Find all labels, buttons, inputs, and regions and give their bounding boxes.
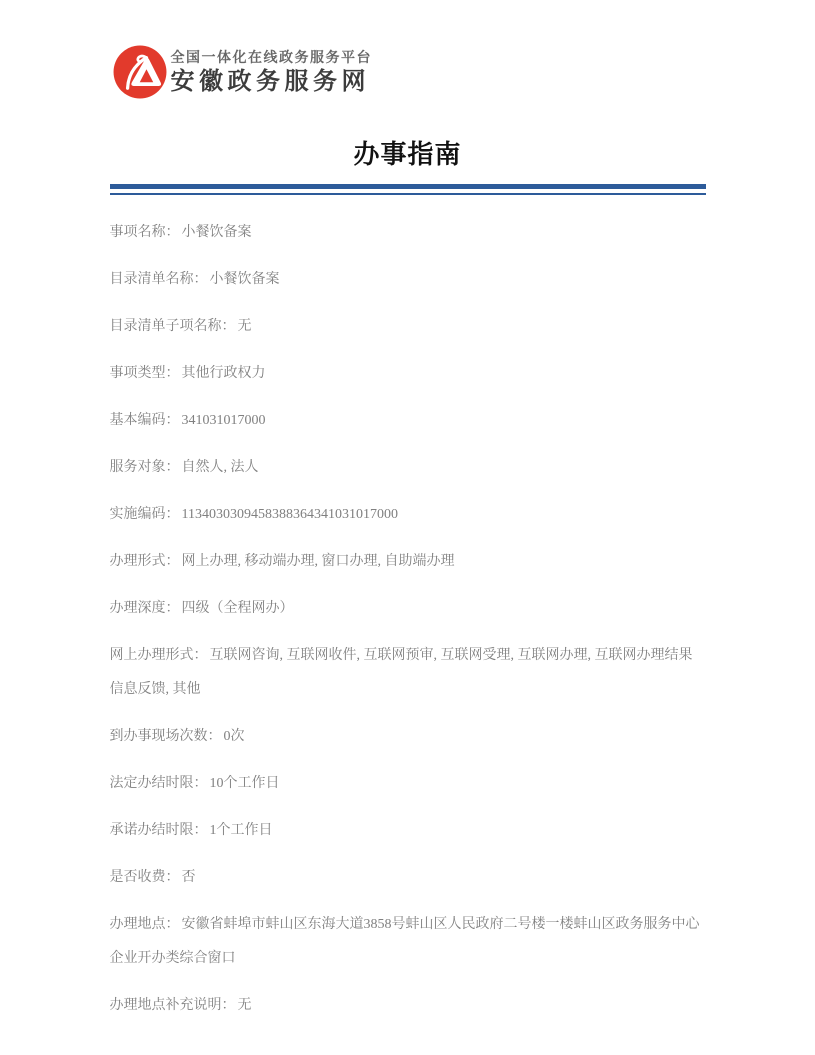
guide-row-label: 目录清单名称： <box>109 272 208 287</box>
guide-row-value: 安徽省蚌埠市蚌山区东海大道3858号蚌山区人民政府二号楼一楼蚌山区政务服务中心企业开办类综合窗口 <box>109 917 700 966</box>
guide-row <box>110 720 706 754</box>
guide-row-label: 网上办理形式： <box>109 648 208 663</box>
guide-row-label: 目录清单子项名称： <box>109 319 236 334</box>
guide-row <box>110 592 706 626</box>
guide-row-label: 办理地点： <box>109 917 180 932</box>
guide-row-label: 实施编码： <box>109 507 180 522</box>
guide-row-label: 是否收费： <box>109 870 180 885</box>
guide-row <box>110 814 706 848</box>
guide-row-value: 1个工作日 <box>209 823 273 838</box>
guide-row-label: 服务对象： <box>109 460 180 475</box>
guide-row-value: 自然人, 法人 <box>181 460 259 475</box>
guide-row-value: 无 <box>237 319 252 334</box>
guide-row-value: 网上办理, 移动端办理, 窗口办理, 自助端办理 <box>181 554 455 569</box>
guide-row <box>110 357 706 391</box>
guide-row <box>110 310 706 344</box>
header-text <box>171 49 373 96</box>
guide-row-label: 基本编码： <box>109 413 180 428</box>
guide-row-value: 341031017000 <box>181 413 266 428</box>
site-header <box>110 0 706 99</box>
guide-row <box>110 908 706 976</box>
guide-row <box>110 989 706 1023</box>
guide-row-label: 办理地点补充说明： <box>109 998 236 1013</box>
guide-row-value: 四级（全程网办） <box>181 601 294 616</box>
guide-row <box>110 545 706 579</box>
guide-row-value: 其他行政权力 <box>181 366 266 381</box>
guide-row-label: 法定办结时限： <box>109 776 208 791</box>
guide-row-value: 10个工作日 <box>209 776 280 791</box>
guide-row-value: 小餐饮备案 <box>209 272 280 287</box>
guide-row-label: 办理深度： <box>109 601 180 616</box>
page-title: 办事指南 <box>353 140 462 169</box>
site-name: 安徽政务服务网 <box>170 67 370 95</box>
guide-row <box>110 216 706 250</box>
guide-row <box>110 639 706 707</box>
guide-row <box>110 263 706 297</box>
title-divider <box>110 184 706 195</box>
anhui-gov-logo-icon <box>113 45 167 99</box>
guide-row-label: 事项名称： <box>109 225 180 240</box>
guide-rows <box>110 216 706 1023</box>
guide-row-value: 无 <box>237 998 252 1013</box>
guide-row-value: 1134030309458388364341031017000 <box>181 507 398 522</box>
guide-row-label: 到办事现场次数： <box>109 729 222 744</box>
platform-name: 全国一体化在线政务服务平台 <box>170 48 372 65</box>
guide-row <box>110 404 706 438</box>
guide-row <box>110 767 706 801</box>
guide-row-label: 承诺办结时限： <box>109 823 208 838</box>
guide-row-label: 办理形式： <box>109 554 180 569</box>
guide-row <box>110 451 706 485</box>
guide-row <box>110 498 706 532</box>
guide-row-value: 小餐饮备案 <box>181 225 252 240</box>
guide-row-value: 0次 <box>223 729 245 744</box>
guide-row <box>110 861 706 895</box>
guide-row-value: 否 <box>181 870 196 885</box>
page <box>110 0 706 1023</box>
guide-row-label: 事项类型： <box>109 366 180 381</box>
guide-row-value: 互联网咨询, 互联网收件, 互联网预审, 互联网受理, 互联网办理, 互联网办理结果信息反馈, 其他 <box>109 648 693 697</box>
